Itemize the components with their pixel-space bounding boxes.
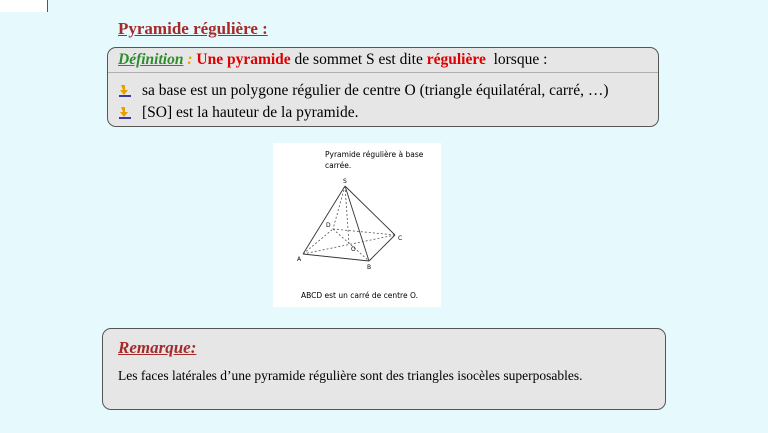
definition-line (118, 51, 547, 69)
bullet-text-base: sa base est un polygone régulier de centre O (triangle équilatéral, carré, …) (142, 82, 609, 99)
term-reguliere: régulière (426, 51, 486, 68)
label-d: D (326, 222, 331, 229)
definition-text-1: de sommet S est dite (290, 51, 427, 68)
figure-caption-top-2: carrée. (325, 161, 352, 170)
label-s: S (343, 178, 347, 185)
section-title: Pyramide régulière : (118, 19, 268, 38)
definition-colon: : (183, 51, 193, 68)
figure-caption-top-1: Pyramide régulière à base (325, 150, 424, 159)
arrow-down-right-icon (118, 106, 132, 120)
figure-caption-bottom: ABCD est un carré de centre O. (301, 291, 418, 300)
label-o: O (351, 246, 356, 253)
pyramid-diagram (273, 143, 441, 307)
term-pyramide: Une pyramide (196, 51, 291, 68)
bullet-item-height (118, 104, 359, 122)
remark-text: Les faces latérales d’une pyramide régulière sont des triangles isocèles superposables. (118, 368, 583, 383)
pyramid-visible-edges (303, 186, 395, 261)
definition-label: Définition (118, 51, 184, 68)
definition-box (107, 47, 659, 127)
label-a: A (297, 256, 302, 263)
bullet-text-height: [SO] est la hauteur de la pyramide. (142, 104, 359, 121)
definition-text-2: lorsque : (485, 51, 548, 68)
pyramid-figure (273, 143, 441, 307)
bullet-item-base (118, 82, 609, 100)
definition-divider (108, 72, 658, 73)
corner-frame (0, 0, 48, 12)
remark-title: Remarque: (118, 338, 197, 357)
remark-box (102, 328, 666, 410)
label-b: B (367, 264, 372, 271)
label-c: C (398, 235, 403, 242)
arrow-down-right-icon (118, 84, 132, 98)
